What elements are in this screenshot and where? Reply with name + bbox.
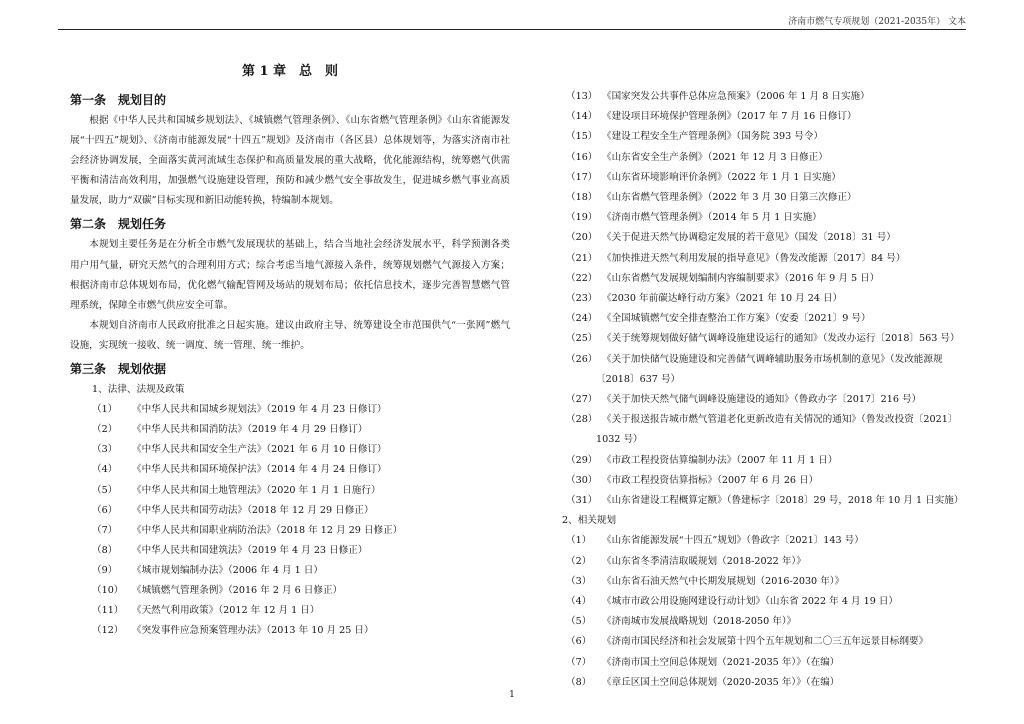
- law-item-number: （2）: [92, 424, 118, 436]
- law-item-text: 《2030 年前碳达峰行动方案》（2021 年 10 月 24 日）: [602, 293, 843, 305]
- related-plan-item-number: （6）: [566, 636, 592, 648]
- law-item: [70, 601, 510, 621]
- law-item-text: 《市政工程投资估算指标》（2007 年 6 月 26 日）: [602, 474, 819, 486]
- law-item-text: 《城市规划编制办法》（2006 年 4 月 1 日）: [132, 564, 323, 576]
- law-item: [560, 188, 972, 208]
- law-item: [70, 440, 510, 460]
- law-item-number: （7）: [92, 524, 118, 536]
- law-item-text: 《加快推进天然气利用发展的指导意见》（鲁发改能源〔2017〕84 号）: [602, 252, 906, 264]
- related-plan-item-number: （7）: [566, 656, 592, 668]
- law-item: [560, 289, 972, 309]
- article-2-paragraph-2: 本规划自济南市人民政府批准之日起实施。建议由政府主导、统筹建设全市范围供气“一张网”燃气设施，实现统一接收、统一调度、统一管理、统一维护。: [70, 319, 510, 351]
- law-item-number: （29）: [566, 454, 598, 466]
- law-item: [560, 451, 972, 471]
- related-plan-item-text: 《山东省石油天然气中长期发展规划（2016-2030 年）》: [602, 575, 845, 587]
- law-item: [70, 501, 510, 521]
- law-item: [560, 309, 972, 329]
- related-plan-item: [560, 552, 972, 572]
- law-item-number: （31）: [566, 495, 598, 507]
- law-item-number: （3）: [92, 444, 118, 456]
- related-plan-item-number: （4）: [566, 596, 592, 608]
- law-item-text: 《关于加快储气设施建设和完善储气调峰辅助服务市场机制的意见》（发改能源规〔2018〕637 号）: [596, 353, 943, 385]
- law-item: [560, 329, 972, 349]
- law-item-text: 《关于促进天然气协调稳定发展的若干意见》（国发〔2018〕31 号）: [602, 232, 896, 244]
- law-item: [560, 107, 972, 127]
- law-item-text: 《天然气利用政策》（2012 年 12 月 1 日）: [132, 605, 320, 617]
- law-item: [560, 228, 972, 248]
- related-plan-item-number: （5）: [566, 616, 592, 628]
- law-item-number: （25）: [566, 333, 598, 345]
- related-plan-item-text: 《济南城市发展战略规划（2018-2050 年）》: [602, 616, 797, 628]
- law-item-text: 《全国城镇燃气安全排查整治工作方案》（安委〔2021〕9 号）: [602, 313, 871, 325]
- law-item-number: （1）: [92, 404, 118, 416]
- law-item-text: 《济南市燃气管理条例》（2014 年 5 月 1 日实施）: [602, 212, 822, 224]
- law-item-number: （26）: [566, 353, 598, 365]
- law-item-text: 《中华人民共和国环境保护法》（2014 年 4 月 24 日修订）: [132, 464, 387, 476]
- law-item-text: 《中华人民共和国劳动法》（2018 年 12 月 29 日修正）: [132, 504, 374, 516]
- law-item-number: （16）: [566, 151, 598, 163]
- law-item-text: 《城镇燃气管理条例》（2016 年 2 月 6 日修正）: [132, 584, 343, 596]
- law-item-text: 《市政工程投资估算编制办法》（2007 年 11 月 1 日）: [602, 454, 838, 466]
- law-item-number: （20）: [566, 232, 598, 244]
- law-item-text: 《突发事件应急预案管理办法》（2013 年 10 月 25 日）: [132, 625, 374, 637]
- law-item-number: （4）: [92, 464, 118, 476]
- law-item-text: 《山东省安全生产条例》（2021 年 12 月 3 日修正）: [602, 151, 828, 163]
- law-item-text: 《山东省燃气管理条例》（2022 年 3 月 30 日第三次修正）: [602, 192, 857, 204]
- law-item: [560, 208, 972, 228]
- law-item-number: （24）: [566, 313, 598, 325]
- law-item-number: （13）: [566, 91, 598, 102]
- law-item: [70, 621, 510, 641]
- law-item-number: （15）: [566, 131, 598, 143]
- law-item: [560, 410, 972, 450]
- related-plan-item-number: （1）: [566, 535, 592, 547]
- related-plan-item: [560, 632, 972, 652]
- law-item-text: 《中华人民共和国土地管理法》（2020 年 1 月 1 日施行）: [132, 484, 381, 496]
- law-item-number: （28）: [566, 414, 598, 426]
- law-item: [560, 350, 972, 390]
- law-item-number: （21）: [566, 252, 598, 264]
- related-plan-item: [560, 572, 972, 592]
- law-item: [560, 249, 972, 269]
- left-column: [70, 57, 510, 641]
- law-item-text: 《山东省环境影响评价条例》（2022 年 1 月 1 日实施）: [602, 171, 841, 183]
- law-item-text: 《中华人民共和国城乡规划法》（2019 年 4 月 23 日修订）: [132, 404, 387, 416]
- header-rule: [58, 29, 966, 30]
- related-plan-item-text: 《济南市国土空间总体规划（2021-2035 年）》（在编）: [602, 656, 840, 668]
- related-plan-item: [560, 612, 972, 632]
- law-item: [560, 471, 972, 491]
- laws-list-right: [560, 87, 972, 511]
- related-plans-list: [560, 531, 972, 693]
- law-item: [70, 561, 510, 581]
- law-item-text: 《建设工程安全生产管理条例》（国务院 393 号令）: [602, 131, 824, 143]
- law-item-number: （10）: [92, 584, 124, 596]
- law-item: [560, 87, 972, 107]
- related-plan-item-text: 《城市市政公用设施网建设行动计划》（山东省 2022 年 4 月 19 日）: [602, 596, 899, 608]
- related-plan-item-number: （3）: [566, 575, 592, 587]
- law-item-text: 《建设项目环境保护管理条例》（2017 年 7 月 16 日修订）: [602, 111, 857, 123]
- law-item-text: 《国家突发公共事件总体应急预案》（2006 年 1 月 8 日实施）: [602, 91, 870, 102]
- law-item: [70, 420, 510, 440]
- related-plan-item-text: 《章丘区国土空间总体规划（2020-2035 年）》（在编）: [602, 676, 840, 688]
- related-plan-item-text: 《济南市国民经济和社会发展第十四个五年规划和二〇三五年远景目标纲要》: [602, 636, 929, 648]
- law-item-number: （27）: [566, 394, 598, 406]
- law-item-text: 《关于报送报告城市燃气管道老化更新改造有关情况的通知》（鲁发改投资〔2021〕1032 号）: [596, 414, 958, 446]
- article-2-paragraph-1: 本规划主要任务是在分析全市燃气发展现状的基础上，结合当地社会经济发展水平，科学预测各类用户用气量，研究天然气的合理利用方式；综合考虑当地气源接入条件，统筹规划燃气气源接入方案；根据济南市总体规划布局，优化燃气输配管网及场站的规划布局；依托信息技术，逐步完善智慧燃气管理系统，保障全市燃气供应安全可靠。: [70, 239, 510, 311]
- law-item-number: （9）: [92, 564, 118, 576]
- law-item-number: （6）: [92, 504, 118, 516]
- article-3-heading: 第三条 规划依据: [70, 362, 167, 377]
- laws-subheading: 1、法律、法规及政策: [92, 384, 185, 396]
- law-item-text: 《关于加快天然气储气调峰设施建设的通知》（鲁政办字〔2017〕216 号）: [602, 394, 922, 406]
- law-item-number: （8）: [92, 544, 118, 556]
- article-1-paragraph: 根据《中华人民共和国城乡规划法》、《城镇燃气管理条例》、《山东省燃气管理条例》《山东省能源发展“十四五”规划》、《济南市能源发展“十四五”规划》及济南市（各区县）总体规划等，为落实济南市社会经济协调发展，全面落实黄河流域生态保护和高质量发展的重大战略，优化能源结构，统筹燃气供需平衡和清洁高效利用，加强燃气设施建设管理，预防和减少燃气安全事故发生，促进城乡燃气事业高质量发展，助力“双碳”目标实现和新旧动能转换，特编制本规划。: [70, 115, 510, 207]
- page-header: 济南市燃气专项规划（2021-2035年） 文本: [788, 17, 966, 27]
- law-item-number: （30）: [566, 474, 598, 486]
- law-item: [560, 390, 972, 410]
- law-item-text: 《中华人民共和国职业病防治法》（2018 年 12 月 29 日修正）: [132, 524, 403, 536]
- law-item: [560, 269, 972, 289]
- related-plan-item-text: 《山东省冬季清洁取暖规划（2018-2022 年）》: [602, 555, 806, 567]
- related-plan-item-number: （8）: [566, 676, 592, 688]
- law-item-number: （5）: [92, 484, 118, 496]
- law-item-number: （17）: [566, 171, 598, 183]
- related-plan-item-number: （2）: [566, 555, 592, 567]
- law-item: [560, 168, 972, 188]
- law-item-number: （18）: [566, 192, 598, 204]
- law-item-text: 《关于统筹规划做好储气调峰设施建设运行的通知》（发改办运行〔2018〕563 号）: [602, 333, 960, 345]
- laws-list-left: [70, 400, 510, 641]
- law-item: [70, 541, 510, 561]
- related-plan-item: [560, 531, 972, 551]
- law-item-text: 《中华人民共和国安全生产法》（2021 年 6 月 10 日修订）: [132, 444, 387, 456]
- article-1-heading: 第一条 规划目的: [70, 93, 167, 107]
- related-plans-heading: 2、相关规划: [562, 515, 617, 527]
- law-item-text: 《山东省建设工程概算定额》（鲁建标字〔2018〕29 号，2018 年 10 月 1 日实施）: [602, 495, 964, 507]
- law-item-number: （14）: [566, 111, 598, 123]
- related-plan-item: [560, 653, 972, 673]
- law-item-number: （11）: [92, 605, 124, 617]
- chapter-title: 第 1 章 总 则: [241, 64, 339, 79]
- law-item: [560, 127, 972, 147]
- law-item-text: 《山东省燃气发展规划编制内容编制要求》（2016 年 9 月 5 日）: [602, 272, 880, 284]
- article-2-heading: 第二条 规划任务: [70, 217, 167, 232]
- law-item: [70, 581, 510, 601]
- law-item: [560, 148, 972, 168]
- law-item-number: （19）: [566, 212, 598, 224]
- right-column: [560, 87, 972, 693]
- law-item-number: （22）: [566, 272, 598, 284]
- page-number: 1: [509, 690, 515, 700]
- law-item: [70, 481, 510, 501]
- related-plan-item-text: 《山东省能源发展“十四五”规划》（鲁政字〔2021〕143 号）: [602, 535, 864, 547]
- law-item: [560, 491, 972, 511]
- law-item-number: （12）: [92, 625, 124, 637]
- law-item: [70, 400, 510, 420]
- law-item: [70, 460, 510, 480]
- law-item: [70, 521, 510, 541]
- law-item-text: 《中华人民共和国建筑法》（2019 年 4 月 23 日修正）: [132, 544, 368, 556]
- law-item-number: （23）: [566, 293, 598, 305]
- law-item-text: 《中华人民共和国消防法》（2019 年 4 月 29 日修订）: [132, 424, 368, 436]
- related-plan-item: [560, 592, 972, 612]
